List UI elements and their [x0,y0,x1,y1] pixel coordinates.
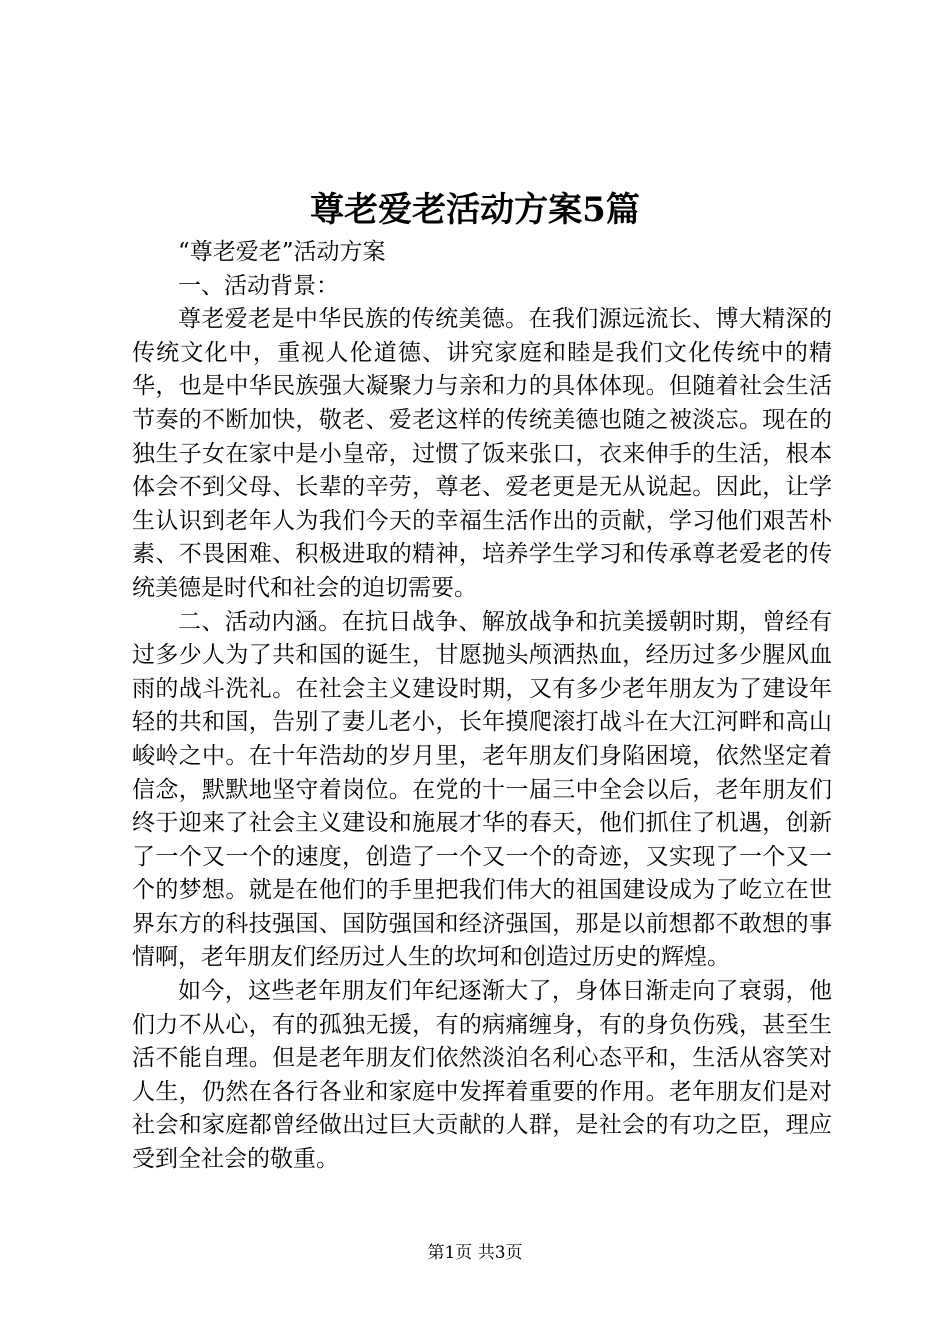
page-footer: 第1页 共3页 [427,1243,523,1263]
document-title: 尊老爱老活动方案5篇 [310,190,640,230]
paragraph-present: 如今，这些老年朋友们年纪逐渐大了，身体日渐走向了衰弱，他们力不从心，有的孤独无援，有的病痛缠身，有的身负伤残，甚至生活不能自理。但是老年朋友们依然淡泊名利心态平和，生活从容笑对人生，仍然在各行各业和家庭中发挥着重要的作用。老年朋友们是对社会和家庭都曾经做出过巨大贡献的人群，是社会的有功之臣，理应受到全社会的敬重。 [132,978,832,1173]
paragraph-background: 尊老爱老是中华民族的传统美德。在我们源远流长、博大精深的传统文化中，重视人伦道德、讲究家庭和睦是我们文化传统中的精华，也是中华民族强大凝聚力与亲和力的具体体现。但随着社会生活节奏的不断加快，敬老、爱老这样的传统美德也随之被淡忘。现在的独生子女在家中是小皇帝，过惯了饭来张口，衣来伸手的生活，根本体会不到父母、长辈的辛劳，尊老、爱老更是无从说起。因此，让学生认识到老年人为我们今天的幸福生活作出的贡献，学习他们艰苦朴素、不畏困难、积极进取的精神，培养学生学习和传承尊老爱老的传统美德是时代和社会的迫切需要。 [132,306,832,601]
paragraph-connotation: 二、活动内涵。在抗日战争、解放战争和抗美援朝时期，曾经有过多少人为了共和国的诞生，甘愿抛头颅洒热血，经历过多少腥风血雨的战斗洗礼。在社会主义建设时期，又有多少老年朋友为了建设年轻的共和国，告别了妻儿老小，长年摸爬滚打战斗在大江河畔和高山峻岭之中。在十年浩劫的岁月里，老年朋友们身陷困境，依然坚定着信念，默默地坚守着岗位。在党的十一届三中全会以后，老年朋友们终于迎来了社会主义建设和施展才华的春天，他们抓住了机遇，创新了一个又一个的速度，创造了一个又一个的奇迹，又实现了一个又一个的梦想。就是在他们的手里把我们伟大的祖国建设成为了屹立在世界东方的科技强国、国防强国和经济强国，那是以前想都不敢想的事情啊，老年朋友们经历过人生的坎坷和创造过历史的辉煌。 [132,608,832,971]
plan-heading: “尊老爱老”活动方案 [178,239,386,265]
document-body [132,236,832,1177]
section-heading-background: 一、活动背景： [178,272,339,299]
